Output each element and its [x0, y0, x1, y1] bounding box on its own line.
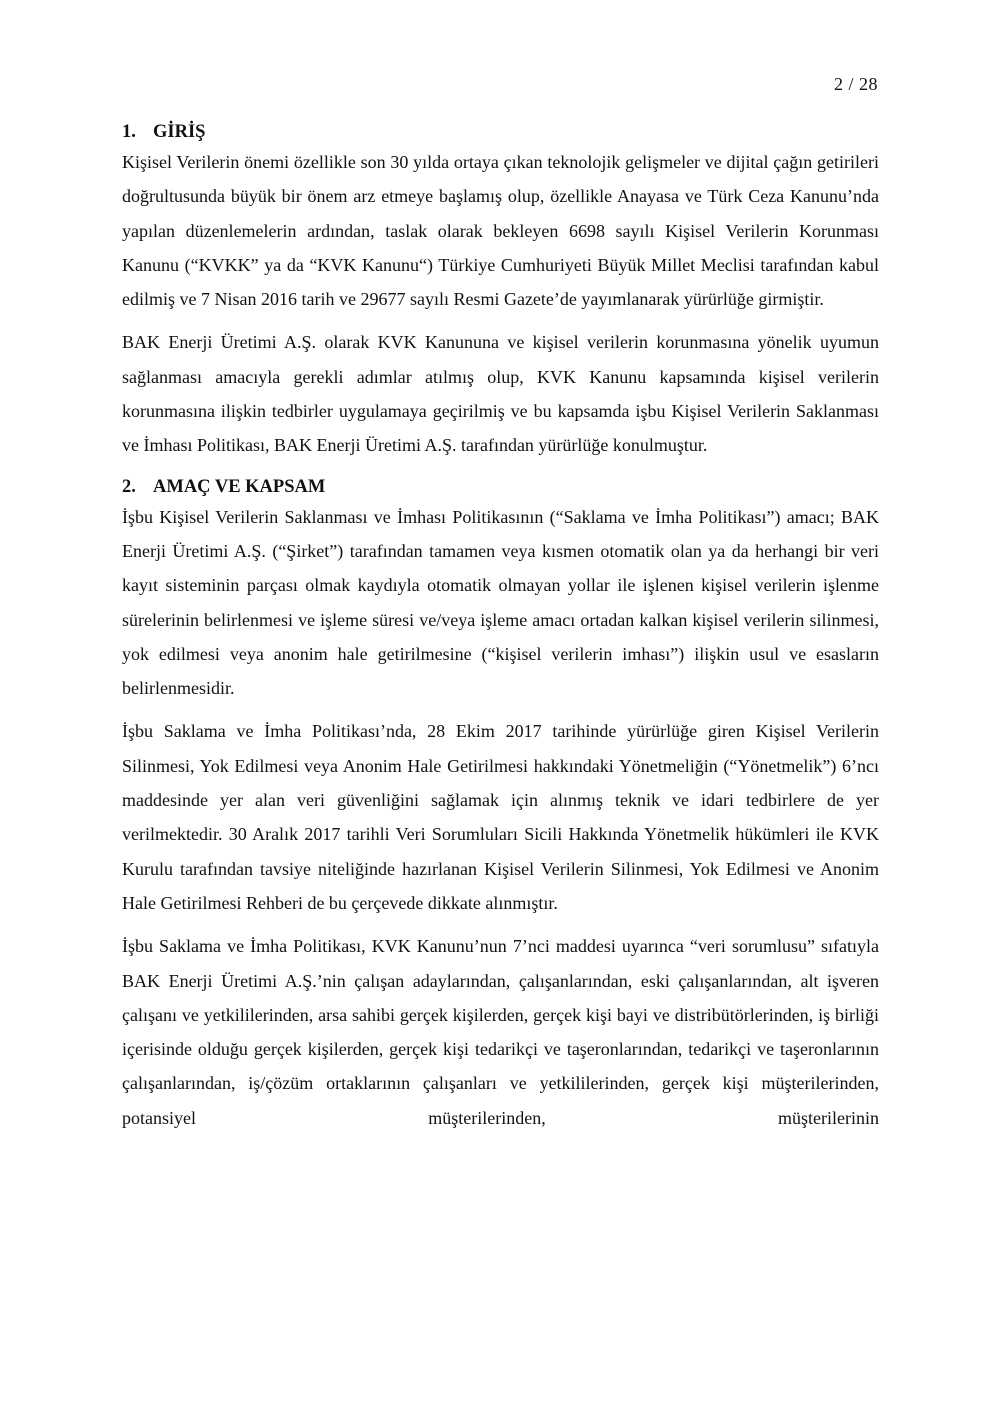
section-number: 1. — [122, 122, 136, 142]
section-number: 2. — [122, 476, 136, 497]
page-content — [122, 117, 879, 1144]
paragraph: Kişisel Verilerin önemi özellikle son 30 yılda ortaya çıkan teknolojik gelişmeler ve dijital çağın getirileri doğrultusunda büyük bir önem arz etmeye başlamış olup, özellikle Anayasa ve Türk Ceza Kanunu’nda yapılan düzenlemelerin ardından, taslak olarak bekleyen 6698 sayılı Kişisel Verilerin Korunması Kanunu (“KVKK” ya da “KVK Kanunu“) Türkiye Cumhuriyeti Büyük Millet Meclisi tarafından kabul edilmiş ve 7 Nisan 2016 tarih ve 29677 sayılı Resmi Gazete’de yayımlanarak yürürlüğe girmiştir. — [122, 152, 879, 310]
section-heading-2 — [122, 472, 879, 502]
section-title: GİRİŞ — [153, 122, 206, 142]
paragraph: İşbu Saklama ve İmha Politikası, KVK Kanunu’nun 7’nci maddesi uyarınca “veri sorumlusu” sıfatıyla BAK Enerji Üretimi A.Ş.’nin çalışan adaylarından, çalışanlarından, eski çalışanlarından, alt işveren çalışanı ve yetkililerinden, arsa sahibi gerçek kişilerden, gerçek kişi bayi ve distribütörlerinden, iş birliği içerisinde olduğu gerçek kişilerden, gerçek kişi tedarikçi ve taşeronlarından, tedarikçi ve taşeronlarının çalışanlarından, iş/çözüm ortaklarının çalışanları ve yetkililerinden, gerçek kişi müşterilerinden, potansiyel müşterilerinden, müşterilerinin — [122, 936, 879, 1128]
paragraph: İşbu Saklama ve İmha Politikası’nda, 28 Ekim 2017 tarihinde yürürlüğe giren Kişisel Verilerin Silinmesi, Yok Edilmesi veya Anonim Hale Getirilmesi hakkındaki Yönetmeliğin (“Yönetmelik”) 6’ncı maddesinde yer alan veri güvenliğini sağlamak için alınmış teknik ve idari tedbirlere de yer verilmektedir. 30 Aralık 2017 tarihli Veri Sorumluları Sicili Hakkında Yönetmelik hükümleri ile KVK Kurulu tarafından tavsiye niteliğinde hazırlanan Kişisel Verilerin Silinmesi, Yok Edilmesi ve Anonim Hale Getirilmesi Rehberi de bu çerçevede dikkate alınmıştır. — [122, 721, 879, 913]
paragraph: İşbu Kişisel Verilerin Saklanması ve İmhası Politikasının (“Saklama ve İmha Politikası”) amacı; BAK Enerji Üretimi A.Ş. (“Şirket”) tarafından tamamen veya kısmen otomatik olan ya da herhangi bir veri kayıt sisteminin parçası olmak kaydıyla otomatik olmayan yollar ile işlenen kişisel verilerin işlenme sürelerinin belirlenmesi ve işleme süresi ve/veya işleme amacı ortadan kalkan kişisel verilerin silinmesi, yok edilmesi veya anonim hale getirilmesine (“kişisel verilerin imhası”) ilişkin usul ve esasların belirlenmesidir. — [122, 506, 879, 699]
section-title: AMAÇ VE KAPSAM — [153, 476, 326, 497]
section-heading-1 — [122, 117, 879, 147]
page-number: 2 / 28 — [833, 74, 878, 94]
paragraph: BAK Enerji Üretimi A.Ş. olarak KVK Kanununa ve kişisel verilerin korunmasına yönelik uyumun sağlanması amacıyla gerekli adımlar atılmış olup, KVK Kanunu kapsamında kişisel verilerin korunmasına ilişkin tedbirler uygulamaya geçirilmiş ve bu kapsamda işbu Kişisel Verilerin Saklanması ve İmhası Politikası, BAK Enerji Üretimi A.Ş. tarafından yürürlüğe konulmuştur. — [122, 332, 879, 456]
